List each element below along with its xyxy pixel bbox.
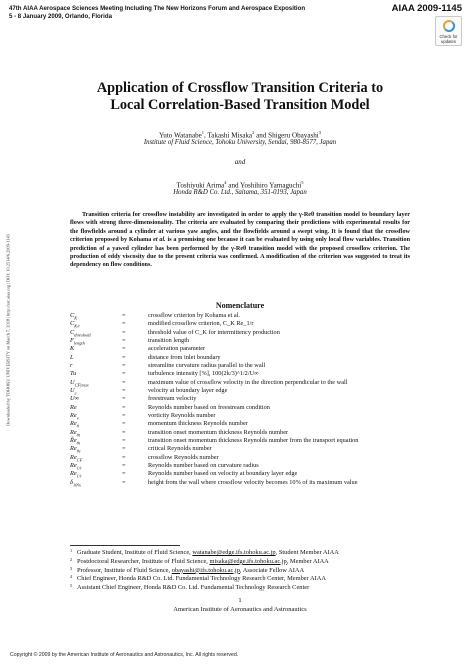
nomenclature-definition: maximum value of crossflow velocity in the direction perpendicular to the wall (148, 378, 348, 386)
authors-line-2: Toshiyuki Arima$^4$ and Yoshihiro Yamaguchi$^5$ (176, 180, 304, 190)
nomenclature-row (70, 345, 440, 353)
nomenclature-definition: freestream velocity (148, 395, 197, 403)
conference-line-2: 5 - 8 January 2009, Orlando, Florida (9, 13, 112, 20)
abstract: Transition criteria for crossflow instability are investigated in order to apply the γ-Reθ transition model to boundary layer flows with strong three-dimensionality. The criteria are evaluated by comparing their predictions with experimental results for the flowfields around a cylinder at various yaw angles, and the flowfields around a swept wing. It is found that the crossflow criterion proposed by Kohama et al. is a promising one because it can be evaluated by using only local flow variables. Transition prediction of a yawed cylinder has been performed by the γ-Reθ transition model with the proposed crossflow criterion. The production of eddy viscosity due to the present criteria was confirmed. A modification of the criterion was suggested to treat its dependency on flow conditions. (70, 212, 410, 269)
nomenclature-equals: = (122, 378, 126, 386)
nomenclature-symbol: r (70, 361, 73, 369)
nomenclature-definition: crossflow Reynolds number (148, 453, 219, 461)
footnote-number: 4 (70, 574, 73, 580)
footnote (70, 567, 450, 576)
nomenclature-row (70, 429, 440, 437)
nomenclature-definition: Reynolds number based on freestream condition (148, 403, 270, 411)
nomenclature-symbol: $C_{K/r}$ (70, 320, 81, 329)
nomenclature-symbol: $Re_\theta$ (70, 420, 79, 429)
nomenclature-definition: vorticity Reynolds number (148, 411, 216, 419)
badge-text: Check for updates (439, 34, 458, 44)
nomenclature-equals: = (122, 328, 126, 336)
nomenclature-row (70, 337, 440, 345)
nomenclature-row (70, 362, 440, 370)
nomenclature-row (70, 412, 440, 420)
nomenclature-symbol: $Re_{CF}$ (70, 453, 83, 462)
nomenclature-equals: = (122, 453, 126, 461)
paper-id: AIAA 2009-1145 (391, 3, 462, 14)
email-link[interactable]: misaka@edge.ifs.tohoku.ac.jp (209, 557, 287, 565)
nomenclature-row (70, 379, 440, 387)
page-number: 1 (238, 597, 242, 604)
authors-line-1: Yuto Watanabe$^1$, Takashi Misaka$^2$ and Shigeru Obayashi$^3$ (158, 130, 322, 140)
title-line-2: Local Correlation-Based Transition Model (110, 97, 370, 113)
nomenclature-symbol: $Re_{1/r}$ (70, 470, 82, 479)
nomenclature-definition: distance from inlet boundary (148, 353, 221, 361)
footnote-number: 3 (70, 565, 73, 571)
nomenclature-symbol: $Re_{1/r}$ (70, 461, 82, 471)
conference-header (9, 5, 339, 21)
nomenclature-equals: = (122, 370, 126, 378)
nomenclature-equals: = (122, 461, 126, 469)
nomenclature-definition: transition onset momentum thickness Reynolds number from the transport equation (148, 436, 359, 444)
nomenclature-equals: = (122, 336, 126, 344)
nomenclature-row (70, 370, 440, 378)
nomenclature-row (70, 312, 440, 320)
nomenclature-row (70, 395, 440, 403)
nomenclature-symbol: $\delta_{10\%}$ (70, 478, 81, 487)
affiliation-1: Institute of Fluid Science, Tohoku University, Sendai, 980-8577, Japan (143, 139, 337, 146)
nomenclature-equals: = (122, 386, 126, 394)
footnote-text: Chief Engineer, Honda R&D Co. Ltd. Fundamental Technology Research Center, Member AIAA (77, 575, 326, 583)
nomenclature-definition: modified crossflow criterion, C_K Re_1/r (148, 320, 254, 328)
nomenclature-equals: = (122, 353, 126, 361)
nomenclature-definition: Reynolds number based on velocity at boundary layer edge (148, 470, 298, 478)
nomenclature-symbol: $R̃e_{\theta t}$ (70, 436, 81, 446)
nomenclature-row (70, 329, 440, 337)
footnote-text: Graduate Student, Institute of Fluid Science, watanabe@edge.ifs.tohoku.ac.jp, Student Member AIAA (77, 549, 339, 556)
conference-line-1: 47th AIAA Aerospace Sciences Meeting Including The New Horizons Forum and Aerospace Exposition (9, 5, 306, 12)
nomenclature-equals: = (122, 470, 126, 478)
nomenclature-definition: critical Reynolds number (148, 445, 212, 453)
nomenclature-row (70, 479, 440, 487)
nomenclature-definition: height from the wall where crossflow velocity becomes 10% of its maximum value (148, 478, 358, 486)
nomenclature-row (70, 437, 440, 445)
footnote-number: 2 (70, 556, 73, 562)
nomenclature-definition: momentum thickness Reynolds number (148, 420, 248, 428)
nomenclature-equals: = (122, 361, 126, 369)
nomenclature-definition: threshold value of C_K for intermittency production (148, 328, 280, 336)
nomenclature-symbol: U∞ (70, 395, 80, 403)
nomenclature-symbol: Re (70, 403, 77, 411)
download-note: Downloaded by TOHOKU UNIVERSITY on March 7, 2018 | http://arc.aiaa.org | DOI: 10.2514/6.2009-1145 (5, 234, 10, 426)
nomenclature-row (70, 387, 440, 395)
nomenclature-symbol: L (70, 353, 74, 361)
nomenclature-definition: transition length (148, 336, 190, 344)
crossmark-icon (443, 20, 455, 32)
nomenclature-equals: = (122, 478, 126, 486)
nomenclature-definition: Reynolds number based on curvature radius (148, 461, 259, 469)
nomenclature-definition: streamline curvature radius parallel to the wall (148, 361, 266, 369)
footnote-number: 1 (70, 548, 73, 553)
nomenclature-row (70, 470, 440, 478)
nomenclature-equals: = (122, 403, 126, 411)
nomenclature-row (70, 462, 440, 470)
nomenclature-equals: = (122, 445, 126, 453)
nomenclature-definition: acceleration parameter (148, 345, 206, 353)
footnote-text: Postdoctoral Researcher, Institute of Fluid Science, misaka@edge.ifs.tohoku.ac.jp, Member AIAA (77, 557, 329, 565)
nomenclature-definition: velocity at boundary layer edge (148, 386, 228, 394)
footnote (70, 584, 450, 593)
nomenclature-equals: = (122, 436, 126, 444)
and-separator: and (234, 158, 246, 166)
nomenclature-equals: = (122, 411, 126, 419)
nomenclature-symbol: $Re_{\theta t}$ (70, 428, 81, 437)
nomenclature-row (70, 454, 440, 462)
nomenclature-row (70, 354, 440, 362)
nomenclature-equals: = (122, 420, 126, 428)
footnote-text: Professor, Institute of Fluid Science, obayashi@ifs.tohoku.ac.jp, Associate Fellow AIAA (77, 566, 305, 574)
nomenclature-symbol: K (70, 345, 75, 353)
nomenclature-symbol: $F_{length}$ (70, 336, 85, 346)
nomenclature-symbol: Tu (70, 370, 77, 378)
nomenclature-definition: transition onset momentum thickness Reynolds number (148, 428, 289, 436)
footnote (70, 575, 450, 584)
paper-title (40, 80, 440, 114)
email-link[interactable]: watanabe@edge.ifs.tohoku.ac.jp (192, 549, 276, 556)
nomenclature-symbol: $Re_{\theta c}$ (70, 445, 81, 454)
copyright-notice: Copyright © 2009 by the American Institute of Aeronautics and Astronautics, Inc. All rights reserved. (10, 652, 239, 658)
footnote-number: 5 (70, 583, 73, 589)
nomenclature-symbol: $C_K$ (70, 312, 78, 321)
publisher-line: American Institute of Aeronautics and Astronautics (173, 606, 307, 613)
nomenclature-row (70, 445, 440, 453)
nomenclature-symbol: $U_{CF|max}$ (70, 378, 89, 387)
nomenclature-row (70, 404, 440, 412)
footnote (70, 549, 450, 558)
footnote-text: Assistant Chief Engineer, Honda R&D Co. Ltd. Fundamental Technology Research Center (77, 584, 310, 592)
email-link[interactable]: obayashi@ifs.tohoku.ac.jp (171, 566, 240, 574)
nomenclature-heading: Nomenclature (215, 301, 265, 310)
footnote (70, 558, 450, 567)
nomenclature-equals: = (122, 345, 126, 353)
affiliation-2: Honda R&D Co. Ltd., Saitama, 351-0193, Japan (173, 189, 307, 196)
footnotes (70, 549, 450, 593)
footnote-divider (70, 545, 180, 546)
nomenclature-list (70, 312, 440, 487)
nomenclature-equals: = (122, 312, 126, 319)
nomenclature-row (70, 320, 440, 328)
nomenclature-equals: = (122, 428, 126, 436)
nomenclature-symbol: $U_e$ (70, 386, 77, 396)
nomenclature-definition: turbulence intensity [%], 100(2k/3)^1/2/U∞ (148, 370, 259, 378)
nomenclature-equals: = (122, 395, 126, 403)
nomenclature-symbol: $C_{threshold}$ (70, 328, 91, 337)
nomenclature-row (70, 420, 440, 428)
check-for-updates-badge[interactable] (435, 16, 462, 46)
nomenclature-definition: crossflow criterion by Kohama et al. (148, 312, 240, 319)
nomenclature-symbol: $Re_v$ (70, 411, 79, 421)
title-line-1: Application of Crossflow Transition Criteria to (96, 80, 384, 96)
nomenclature-equals: = (122, 320, 126, 328)
